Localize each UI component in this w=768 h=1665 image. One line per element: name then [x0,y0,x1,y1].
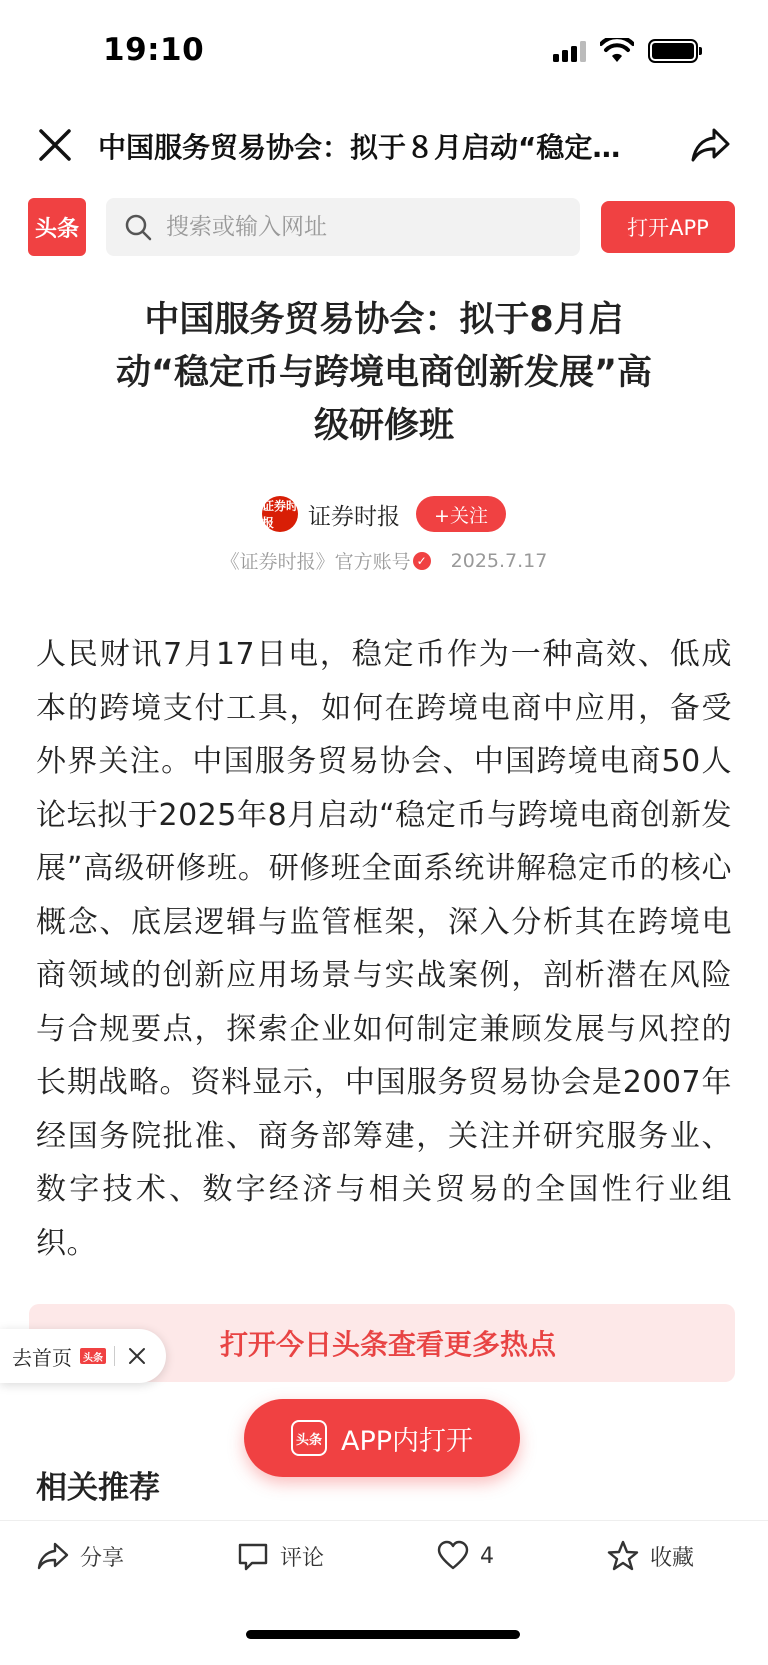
cellular-signal-icon [553,40,586,62]
toutiao-logo[interactable]: 头条 [28,198,86,256]
status-icons [553,38,698,64]
comment-label: 评论 [280,1545,325,1571]
go-home-pill[interactable] [0,1329,166,1383]
article-meta [0,547,768,574]
author-name[interactable]: 证券时报 [308,503,400,530]
author-row [0,496,768,532]
author-avatar[interactable]: 证券时报 [262,496,298,532]
favorite-button[interactable] [606,1539,694,1573]
toutiao-mini-logo: 头条 [80,1348,106,1364]
share-icon[interactable] [690,124,732,166]
close-icon[interactable] [36,126,74,164]
like-count: 4 [480,1543,494,1569]
comment-icon [236,1539,270,1573]
related-heading: 相关推荐 [36,1470,160,1506]
status-time: 19:10 [103,32,205,68]
search-input[interactable] [166,214,546,240]
publish-date: 2025.7.17 [450,549,548,572]
open-app-button[interactable]: 打开APP [601,201,735,253]
close-icon[interactable] [127,1346,147,1366]
wifi-icon [600,38,634,64]
divider [114,1346,115,1366]
toutiao-app-icon: 头条 [291,1420,327,1456]
search-row [0,198,768,258]
go-home-label[interactable]: 去首页 [12,1345,72,1370]
article-body: 人民财讯7月17日电，稳定币作为一种高效、低成本的跨境支付工具，如何在跨境电商中应用，备受外界关注。中国服务贸易协会、中国跨境电商50人论坛拟于2025年8月启动“稳定币与跨境电商创新发展”高级研修班。研修班全面系统讲解稳定币的核心概念、底层逻辑与监管框架，深入分析其在跨境电商领域的创新应用场景与实战案例，剖析潜在风险与合规要点，探索企业如何制定兼顾发展与风控的长期战略。资料显示，中国服务贸易协会是2007年经国务院批准、商务部筹建，关注并研究服务业、数字技术、数字经济与相关贸易的全国性行业组织。 [36,637,732,1261]
share-icon [36,1539,70,1573]
verified-icon: ✓ [413,552,431,570]
open-in-app-label: APP内打开 [340,1425,474,1457]
search-icon [124,213,152,241]
open-toutiao-banner[interactable]: 打开今日头条查看更多热点 [29,1304,735,1382]
nav-bar [0,108,768,182]
comment-button[interactable] [236,1539,324,1573]
battery-icon [648,39,698,63]
favorite-label: 收藏 [650,1545,695,1571]
star-icon [606,1539,640,1573]
home-indicator[interactable] [246,1630,520,1639]
heart-icon [436,1539,470,1573]
open-in-app-button[interactable] [244,1399,520,1477]
bottom-toolbar [0,1520,768,1600]
status-bar [0,0,768,100]
follow-button[interactable]: +关注 [416,496,506,532]
share-label: 分享 [80,1545,125,1571]
account-label: 《证券时报》官方账号 [220,551,411,573]
like-button[interactable] [436,1539,494,1573]
search-box[interactable] [106,198,580,256]
nav-title: 中国服务贸易协会：拟于８月启动“稳定… [98,131,621,164]
article-title: 中国服务贸易协会：拟于8月启动“稳定币与跨境电商创新发展”高级研修班 [115,300,652,446]
share-button[interactable] [36,1539,124,1573]
